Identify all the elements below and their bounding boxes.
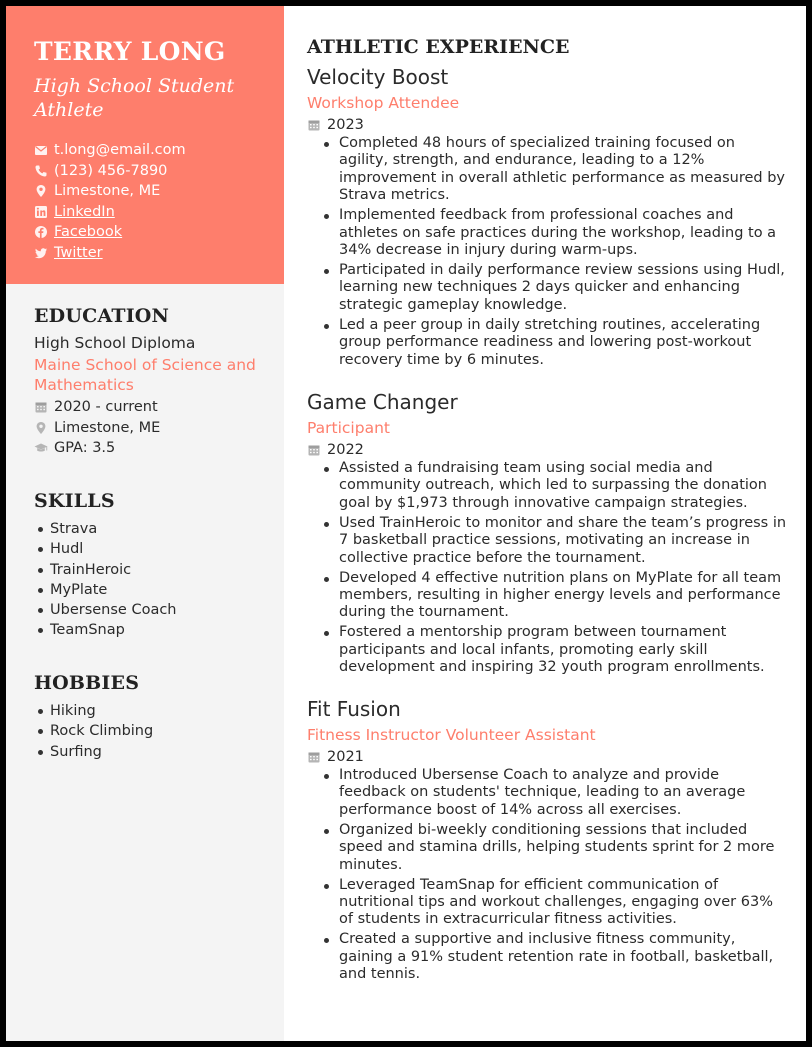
- education-gpa: [34, 438, 270, 459]
- education-heading: EDUCATION: [34, 305, 170, 327]
- job-bullet: Leveraged TeamSnap for efficient communication of nutritional tips and workout challenges, engaging over 63% of students in extracurricular fitness activities.: [307, 877, 787, 929]
- education-gpa-text: GPA: 3.5: [54, 440, 116, 456]
- contact-email[interactable]: [34, 140, 256, 161]
- education-location: [34, 418, 270, 439]
- job-bullet: Used TrainHeroic to monitor and share the team’s progress in 7 basketball practice sessions, motivating an increase in collective practice before the tournament.: [307, 515, 787, 567]
- graduation-cap-icon: [34, 441, 48, 455]
- experience-heading: ATHLETIC EXPERIENCE: [307, 36, 570, 58]
- candidate-name: TERRY LONG: [34, 37, 226, 66]
- job-role: Workshop Attendee: [307, 94, 460, 112]
- skill-item: Ubersense Coach: [34, 600, 270, 620]
- education-section: [34, 304, 270, 459]
- skills-heading: SKILLS: [34, 490, 115, 512]
- phone-icon: [34, 164, 48, 178]
- skill-item: MyPlate: [34, 580, 270, 600]
- calendar-icon: [307, 118, 321, 132]
- calendar-icon: [307, 750, 321, 764]
- contact-location: [34, 181, 256, 202]
- contact-phone-text: (123) 456-7890: [54, 162, 168, 179]
- education-dates: [34, 397, 270, 418]
- job-title: Fit Fusion: [307, 697, 401, 721]
- job-title: Velocity Boost: [307, 65, 449, 89]
- skill-item: TrainHeroic: [34, 560, 270, 580]
- candidate-title: High School Student Athlete: [34, 75, 235, 121]
- hobbies-section: [34, 671, 270, 762]
- experience-entry: [307, 64, 787, 372]
- skill-item: Strava: [34, 519, 270, 539]
- contact-email-text: t.long@email.com: [54, 142, 186, 158]
- education-location-text: Limestone, ME: [54, 419, 161, 436]
- contact-facebook[interactable]: [34, 222, 256, 243]
- job-bullet: Created a supportive and inclusive fitness community, gaining a 91% student retention rate in football, basketball, and tennis.: [307, 931, 787, 983]
- education-degree: High School Diploma: [34, 334, 196, 352]
- hobby-item: Surfing: [34, 742, 270, 762]
- job-bullet: Developed 4 effective nutrition plans on MyPlate for all team members, resulting in higher energy levels and performance during the tournament.: [307, 570, 787, 622]
- job-bullet: Led a peer group in daily stretching routines, accelerating group performance readiness and lowering post-workout recovery time by 6 minutes.: [307, 317, 787, 369]
- skill-item: TeamSnap: [34, 620, 270, 640]
- skills-list: [34, 519, 270, 641]
- hobbies-list: [34, 701, 270, 762]
- job-role: Participant: [307, 419, 390, 437]
- job-year-text: 2021: [327, 749, 364, 765]
- job-role: Fitness Instructor Volunteer Assistant: [307, 726, 596, 744]
- contact-linkedin[interactable]: [34, 202, 256, 223]
- contact-twitter[interactable]: [34, 243, 256, 264]
- location-pin-icon: [34, 421, 48, 435]
- education-dates-text: 2020 - current: [54, 399, 158, 415]
- job-bullet: Organized bi-weekly conditioning sessions that included speed and stamina drills, helping students sprint for 2 more minutes.: [307, 822, 787, 874]
- job-bullet: Implemented feedback from professional coaches and athletes on safe practices during the workshop, leading to a 34% decrease in injury during warm-ups.: [307, 207, 787, 259]
- profile-header: [6, 6, 284, 284]
- linkedin-icon: [34, 205, 48, 219]
- contact-location-text: Limestone, ME: [54, 183, 161, 199]
- twitter-link[interactable]: Twitter: [54, 244, 103, 261]
- job-bullet: Completed 48 hours of specialized training focused on agility, strength, and endurance, leading to a 12% improvement in overall athletic performance as measured by Strava metrics.: [307, 135, 787, 205]
- contact-list: [34, 140, 256, 263]
- facebook-icon: [34, 225, 48, 239]
- job-year: [307, 440, 787, 460]
- hobbies-heading: HOBBIES: [34, 672, 140, 694]
- job-bullet: Fostered a mentorship program between tournament participants and local infants, promoting early skill development and inspiring 32 youth program enrollments.: [307, 624, 787, 676]
- skills-section: [34, 489, 270, 641]
- job-year-text: 2023: [327, 117, 364, 133]
- job-year: [307, 115, 787, 135]
- experience-entry: [307, 696, 787, 986]
- job-title: Game Changer: [307, 390, 458, 414]
- facebook-link[interactable]: Facebook: [54, 224, 123, 240]
- job-year: [307, 747, 787, 767]
- linkedin-link[interactable]: LinkedIn: [54, 203, 115, 220]
- experience-entry: [307, 389, 787, 679]
- twitter-icon: [34, 246, 48, 260]
- job-bullets: [307, 135, 787, 369]
- hobby-item: Rock Climbing: [34, 721, 270, 741]
- hobby-item: Hiking: [34, 701, 270, 721]
- job-bullet: Assisted a fundraising team using social media and community outreach, which led to surpassing the donation goal by $1,973 through innovative campaign strategies.: [307, 460, 787, 512]
- envelope-icon: [34, 143, 48, 157]
- job-bullet: Participated in daily performance review sessions using Hudl, learning new techniques 2 days quicker and enhancing strategic gameplay knowledge.: [307, 262, 787, 314]
- resume-page: [6, 6, 806, 1041]
- job-bullets: [307, 460, 787, 677]
- contact-phone[interactable]: [34, 161, 256, 182]
- job-bullets: [307, 767, 787, 984]
- calendar-icon: [307, 443, 321, 457]
- job-year-text: 2022: [327, 442, 364, 458]
- education-school: Maine School of Science and Mathematics: [34, 356, 256, 394]
- calendar-icon: [34, 400, 48, 414]
- skill-item: Hudl: [34, 539, 270, 559]
- left-sidebar: [6, 6, 284, 1041]
- location-pin-icon: [34, 184, 48, 198]
- job-bullet: Introduced Ubersense Coach to analyze and provide feedback on students' technique, leading to an average performance boost of 14% across all exercises.: [307, 767, 787, 819]
